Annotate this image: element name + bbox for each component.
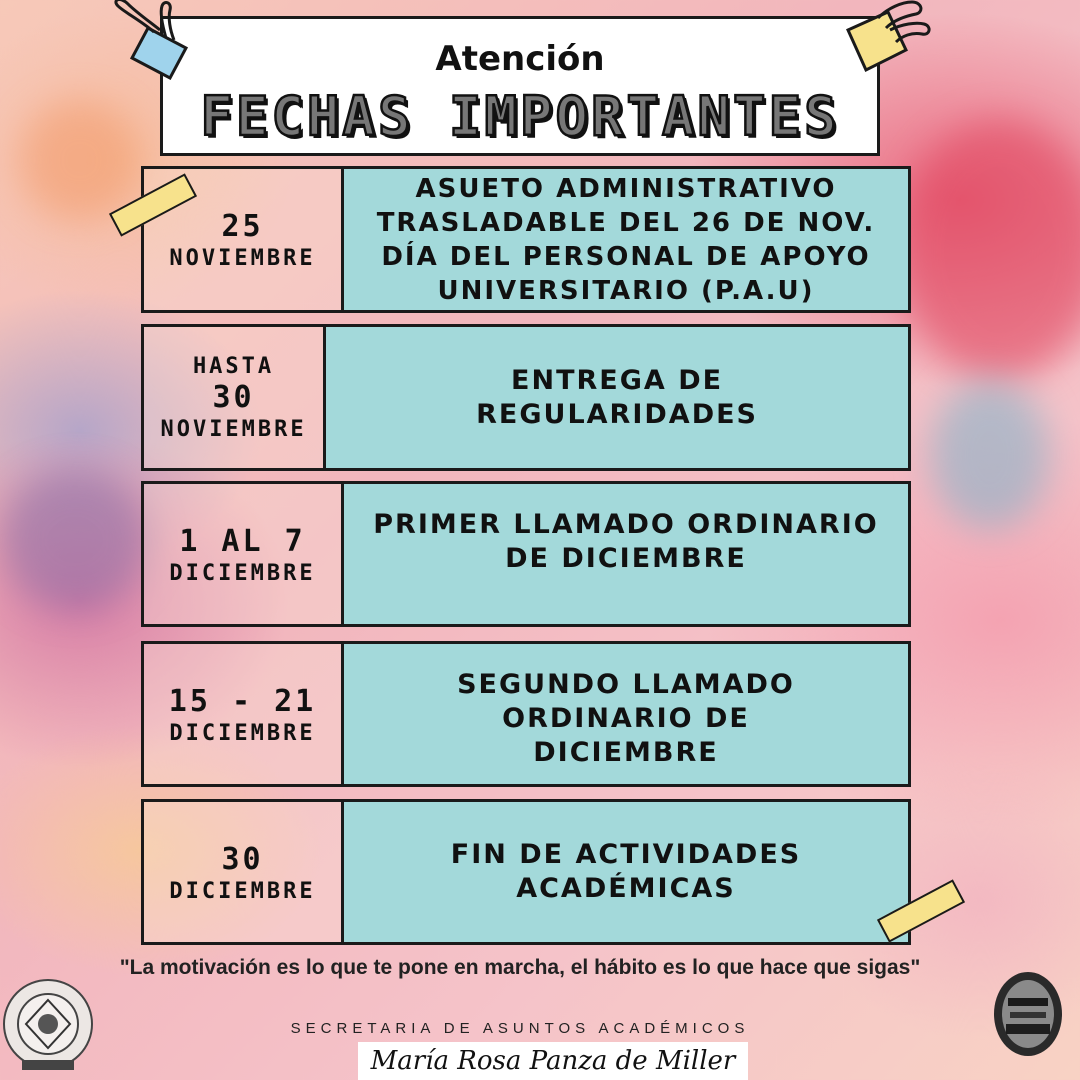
event-row-1 (141, 166, 911, 313)
event-date-prefix: HASTA (192, 353, 275, 379)
page-title: FECHAS IMPORTANTES (200, 85, 840, 148)
signature: María Rosa Panza de Miller (358, 1042, 748, 1080)
event-description: PRIMER LLAMADO ORDINARIO DE DICIEMBRE (344, 484, 908, 624)
header-card (160, 16, 880, 156)
event-row-3 (141, 481, 911, 627)
department-name: SECRETARIA DE ASUNTOS ACADÉMICOS (290, 1020, 750, 1037)
event-date-month: DICIEMBRE (169, 878, 316, 904)
motivational-quote: "La motivación es lo que te pone en marcha, el hábito es lo que hace que sigas" (119, 956, 921, 979)
event-date-day: 1 AL 7 (179, 523, 306, 559)
event-description: ENTREGA DE REGULARIDADES (326, 327, 908, 468)
event-date-day: 30 (212, 379, 255, 415)
event-date-cell (144, 802, 344, 942)
event-date-cell (144, 644, 344, 784)
binder-clip-yellow-icon (842, 0, 932, 84)
paint-stroke-purple (0, 470, 150, 610)
event-date-cell (144, 327, 326, 468)
paint-stroke-blue (930, 380, 1050, 530)
university-seal-logo-icon (990, 968, 1066, 1060)
event-date-month: DICIEMBRE (169, 560, 316, 586)
event-date-month: NOVIEMBRE (160, 416, 307, 442)
event-date-cell (144, 484, 344, 624)
binder-clip-blue-icon (110, 0, 200, 80)
event-date-day: 15 - 21 (168, 683, 317, 719)
event-description: FIN DE ACTIVIDADES ACADÉMICAS (344, 802, 908, 942)
event-date-day: 30 (221, 841, 264, 877)
event-date-month: NOVIEMBRE (169, 246, 316, 271)
header-subtitle: Atención (435, 39, 605, 79)
event-row-4 (141, 641, 911, 787)
paint-stroke-red (900, 120, 1080, 380)
faculty-seal-logo-icon (0, 968, 100, 1078)
paint-stroke-orange (20, 100, 140, 220)
event-date-day: 25 (221, 209, 264, 244)
event-row-5 (141, 799, 911, 945)
event-date-month: DICIEMBRE (169, 720, 316, 746)
event-row-2 (141, 324, 911, 471)
event-description: ASUETO ADMINISTRATIVO TRASLADABLE DEL 26 DE NOV. DÍA DEL PERSONAL DE APOYO UNIVERSITARIO (P.A.U) (344, 169, 908, 310)
event-description: SEGUNDO LLAMADO ORDINARIO DE DICIEMBRE (344, 644, 908, 784)
